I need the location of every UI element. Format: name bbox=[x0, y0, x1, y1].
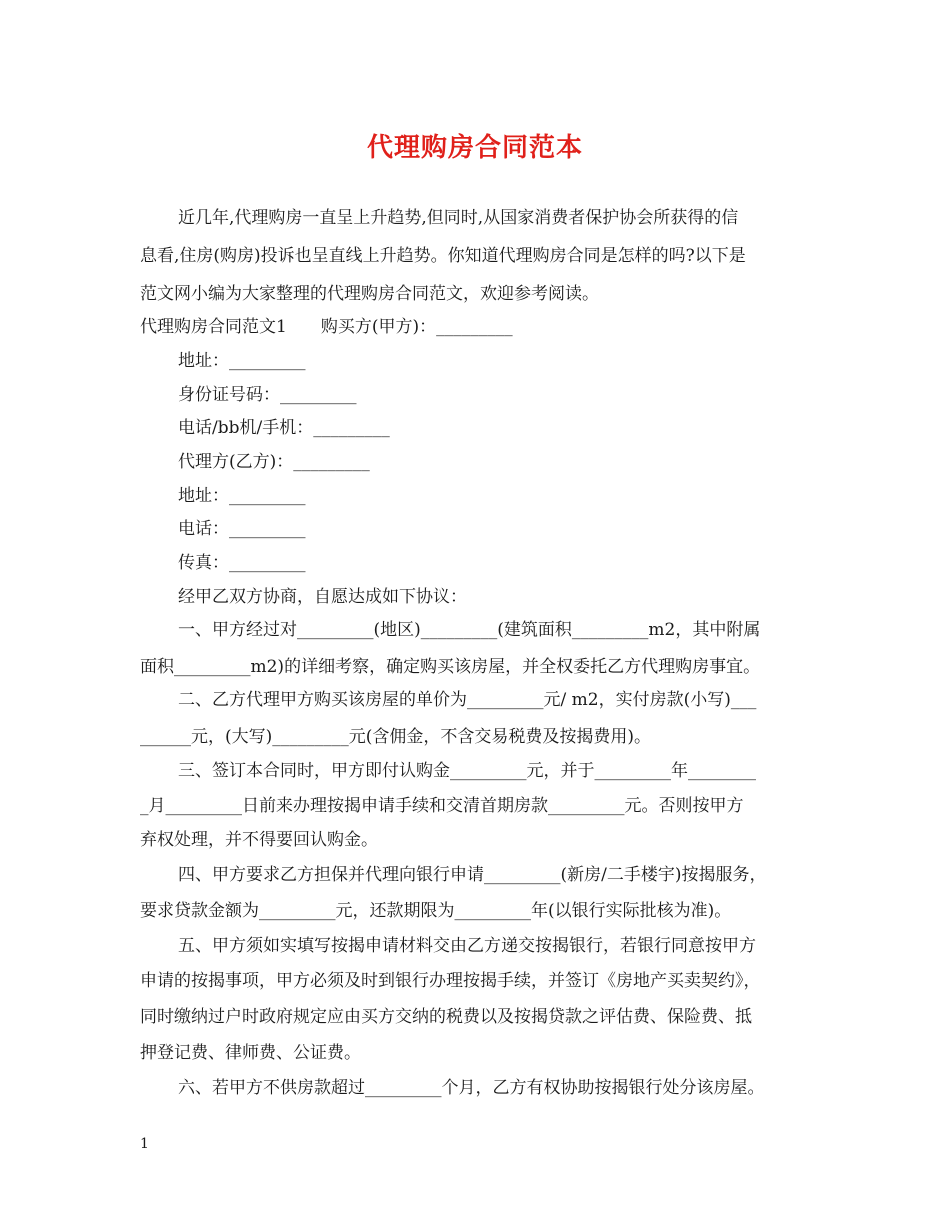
buyer-id-field: 身份证号码：_________ bbox=[178, 385, 357, 405]
clause-4-line-2: 要求贷款金额为_________元，还款期限为_________年(以银行实际批核为准)。 bbox=[140, 901, 732, 921]
clause-3-line-3: 弃权处理，并不得要回认购金。 bbox=[140, 830, 378, 850]
intro-line-3: 范文网小编为大家整理的代理购房合同范文，欢迎参考阅读。 bbox=[140, 284, 599, 304]
clause-3-line-2: _月_________日前来办理按揭申请手续和交清首期房款_________元。否则按甲方 bbox=[140, 796, 744, 816]
buyer-phone-field: 电话/bb机/手机：_________ bbox=[178, 418, 390, 438]
clause-2-line-1: 二、乙方代理甲方购买该房屋的单价为_________元/ m2，实付房款(小写)___ bbox=[178, 690, 757, 710]
clause-6-line-1: 六、若甲方不供房款超过_________个月，乙方有权协助按揭银行处分该房屋。 bbox=[178, 1078, 765, 1098]
clause-5-line-4: 押登记费、律师费、公证费。 bbox=[140, 1043, 361, 1063]
clause-4-line-1: 四、甲方要求乙方担保并代理向银行申请_________(新房/二手楼宇)按揭服务， bbox=[178, 865, 767, 885]
intro-line-2: 息看,住房(购房)投诉也呈直线上升趋势。你知道代理购房合同是怎样的吗?以下是 bbox=[140, 246, 746, 266]
clause-5-line-3: 同时缴纳过户时政府规定应由买方交纳的税费以及按揭贷款之评估费、保险费、抵 bbox=[140, 1007, 752, 1027]
clause-2-line-2: ______元，(大写)_________元(含佣金，不含交易税费及按揭费用)。 bbox=[140, 727, 652, 747]
buyer-address-field: 地址：_________ bbox=[178, 351, 306, 371]
clause-5-line-1: 五、甲方须如实填写按揭申请材料交由乙方递交按揭银行，若银行同意按甲方 bbox=[178, 936, 756, 956]
agent-address-field: 地址：_________ bbox=[178, 486, 306, 506]
clause-1-line-2: 面积_________m2)的详细考察，确定购买该房屋，并全权委托乙方代理购房事宜。 bbox=[140, 657, 761, 677]
agent-field: 代理方(乙方)：_________ bbox=[178, 452, 370, 472]
agent-phone-field: 电话：_________ bbox=[178, 519, 306, 539]
agent-fax-field: 传真：_________ bbox=[178, 553, 306, 573]
clause-3-line-1: 三、签订本合同时，甲方即付认购金_________元，并于_________年________ bbox=[178, 761, 756, 781]
clause-1-line-1: 一、甲方经过对_________(地区)_________(建筑面积_________m2，其中附属 bbox=[178, 620, 761, 640]
agreement-intro: 经甲乙双方协商，自愿达成如下协议： bbox=[178, 587, 467, 607]
page-number: 1 bbox=[140, 1136, 149, 1152]
clause-5-line-2: 申请的按揭事项，甲方必须及时到银行办理按揭手续，并签订《房地产买卖契约》， bbox=[140, 971, 761, 991]
contract-heading-buyer: 代理购房合同范文1 购买方(甲方)：_________ bbox=[140, 317, 513, 337]
intro-line-1: 近几年,代理购房一直呈上升趋势,但同时,从国家消费者保护协会所获得的信 bbox=[178, 208, 739, 228]
document-title: 代理购房合同范本 bbox=[366, 133, 583, 163]
